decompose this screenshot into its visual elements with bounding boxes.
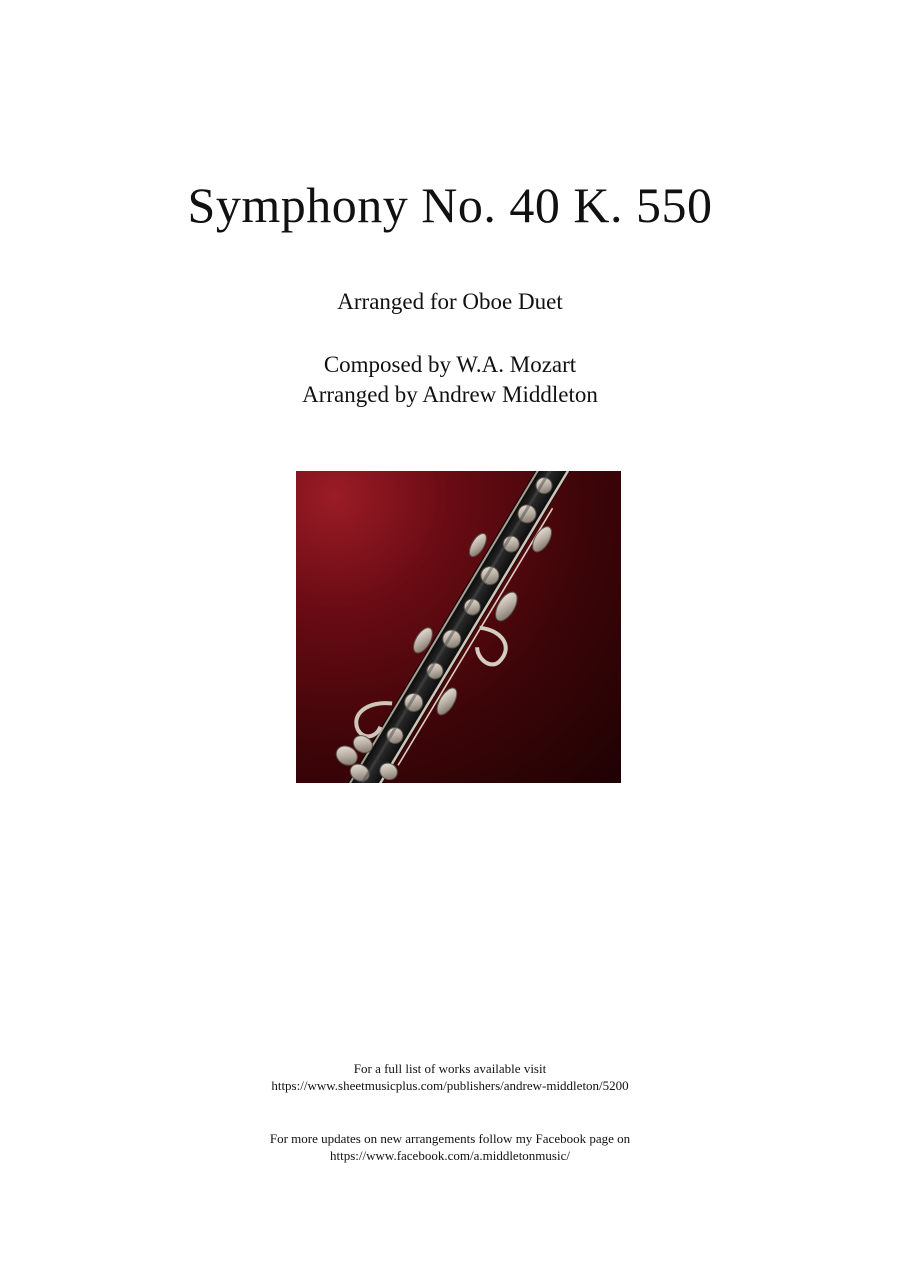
page-title: Symphony No. 40 K. 550 bbox=[187, 177, 713, 233]
arrangement-subtitle: Arranged for Oboe Duet bbox=[337, 289, 563, 314]
arranger-credit: Arranged by Andrew Middleton bbox=[302, 382, 598, 407]
works-list-url: https://www.sheetmusicplus.com/publishers/andrew-middleton/5200 bbox=[271, 1078, 629, 1093]
works-list-text: For a full list of works available visit bbox=[353, 1061, 547, 1076]
credits-block bbox=[0, 350, 900, 410]
facebook-notice bbox=[0, 1130, 900, 1164]
facebook-url: https://www.facebook.com/a.middletonmusic/ bbox=[330, 1148, 570, 1163]
works-list-notice bbox=[0, 1060, 900, 1094]
composer-credit: Composed by W.A. Mozart bbox=[323, 352, 577, 377]
facebook-text: For more updates on new arrangements follow my Facebook page on bbox=[269, 1131, 631, 1146]
oboe-photo-icon bbox=[296, 471, 621, 783]
